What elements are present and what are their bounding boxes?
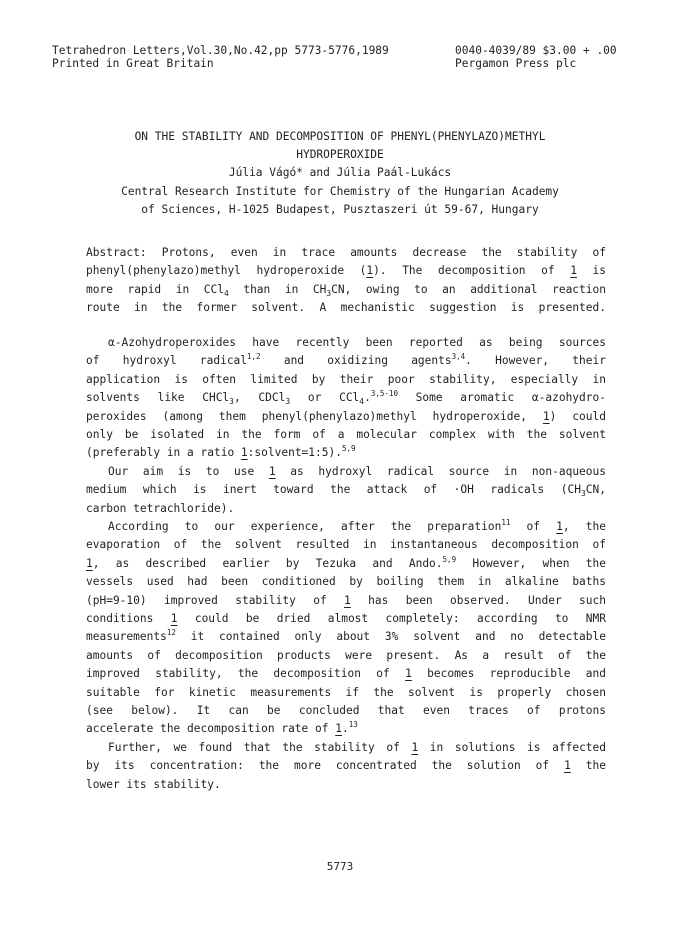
printed-location: Printed in Great Britain: [52, 57, 214, 70]
body-line: improved stability, the decomposition of 1 becomes reproducible and: [86, 667, 606, 681]
body-line: According to our experience, after the preparation$^{11}$ of 1, the: [108, 518, 606, 533]
body-line: α-Azohydroperoxides have recently been reported as being sources: [108, 336, 606, 349]
body-line: peroxides (among them phenyl(phenylazo)methyl hydroperoxide, 1) could: [86, 409, 606, 423]
abstract-line: Abstract: Protons, even in trace amounts decrease the stability of: [86, 246, 606, 259]
body-line: by its concentration: the more concentrated the solution of 1 the: [86, 759, 606, 773]
body-line: lower its stability.: [86, 777, 221, 791]
compound-ref: 1: [268, 465, 276, 478]
paragraph-2: [86, 463, 606, 518]
paragraph-4: [86, 739, 606, 794]
compound-ref: 1: [411, 741, 419, 754]
abstract-line: route in the former solvent. A mechanistic suggestion is presented.: [86, 301, 606, 315]
compound-ref: 1: [570, 264, 577, 278]
paragraph-1: [86, 334, 606, 463]
body-line: (see below). It can be concluded that even traces of protons: [86, 703, 606, 717]
body-line: (pH=9-10) improved stability of 1 has been observed. Under such: [86, 593, 606, 607]
compound-ref: 1: [86, 556, 93, 570]
body-line: evaporation of the solvent resulted in instantaneous decomposition of: [86, 538, 606, 552]
body-line: (preferably in a ratio 1:solvent=1:5).$^{5,9}$: [86, 444, 356, 460]
paragraph-3: [86, 518, 606, 739]
journal-citation: Tetrahedron Letters,Vol.30,No.42,pp 5773-5776,1989: [52, 44, 389, 57]
abstract-line: phenyl(phenylazo)methyl hydroperoxide (1). The decomposition of 1 is: [86, 264, 606, 278]
body-line: 1, as described earlier by Tezuka and Ando.$^{5,9}$ However, when the: [86, 554, 607, 570]
body-line: Our aim is to use 1 as hydroxyl radical source in non-aqueous: [108, 465, 606, 478]
publisher: Pergamon Press plc: [455, 57, 577, 70]
body-line: conditions 1 could be dried almost completely: according to NMR: [86, 611, 606, 625]
issn-price: 0040-4039/89 $3.00 + .00: [455, 44, 617, 57]
compound-ref: 1: [556, 520, 563, 533]
body-line: solvents like CHCl$_3$, CDCl$_3$ or CCl$_4$.$^{3,5-10}$ Some aromatic α-azohydro-: [86, 389, 606, 407]
body-line: suitable for kinetic measurements if the solvent is properly chosen: [86, 685, 606, 699]
compound-ref: 1: [366, 264, 374, 278]
compound-ref: 1: [405, 667, 412, 681]
body-line: amounts of decomposition products were present. As a result of the: [86, 648, 606, 662]
body-line: only be isolated in the form of a molecular complex with the solvent: [86, 427, 606, 441]
abstract-line: more rapid in CCl$_4$ than in $CH_3CN$, owing to an additional reaction: [86, 282, 606, 298]
body-line: carbon tetrachloride).: [86, 501, 235, 515]
body-line: vessels used had been conditioned by boiling them in alkaline baths: [86, 575, 606, 589]
compound-ref: 1: [240, 446, 248, 460]
compound-ref: 1: [344, 593, 351, 607]
compound-ref: 1: [542, 409, 550, 423]
article-title-line-2: HYDROPEROXIDE: [296, 148, 384, 161]
compound-ref: 1: [564, 759, 571, 773]
compound-ref: 1: [335, 722, 342, 736]
body-line: of hydroxyl radical$^{1,2}$ and oxidizing agents$^{3,4}$. However, their: [86, 352, 606, 368]
compound-ref: 1: [170, 611, 178, 625]
authors: Júlia Vágó* and Júlia Paál-Lukács: [228, 166, 452, 179]
article-title-line-1: ON THE STABILITY AND DECOMPOSITION OF PHENYL(PHENYLAZO)METHYL: [134, 130, 546, 143]
body-line: measurements$^{12}$ it contained only about 3% solvent and no detectable: [86, 628, 606, 644]
body-line: Further, we found that the stability of 1 in solutions is affected: [108, 741, 607, 754]
abstract: [86, 244, 606, 318]
body-line: medium which is inert toward the attack of ·OH radicals ($CH_3CN$,: [86, 483, 606, 499]
body-line: application is often limited by their poor stability, especially in: [86, 372, 606, 386]
page-number: 5773: [326, 860, 354, 873]
affiliation-line-1: Central Research Institute for Chemistry of the Hungarian Academy: [121, 185, 559, 198]
affiliation-line-2: of Sciences, H-1025 Budapest, Pusztaszeri út 59-67, Hungary: [141, 203, 539, 216]
body-line: accelerate the decomposition rate of 1.13: [86, 720, 358, 736]
